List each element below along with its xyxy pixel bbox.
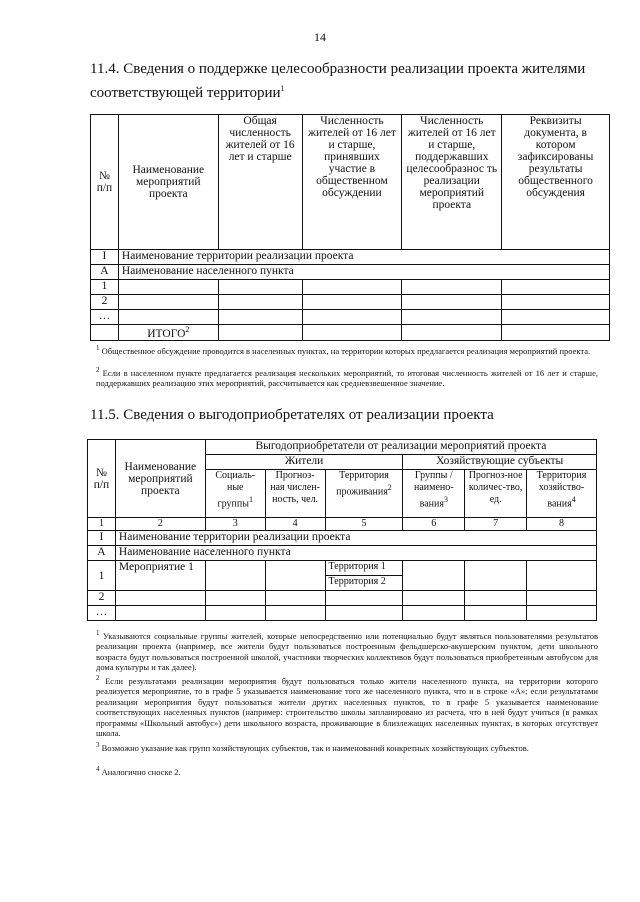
- header-residents: Жители: [205, 455, 403, 470]
- support-table: [90, 114, 610, 341]
- footnote-sup: 3: [96, 741, 100, 749]
- measure-row: [88, 561, 597, 576]
- row-num: I: [88, 531, 116, 546]
- table-row: [91, 310, 610, 325]
- table-row: [88, 591, 597, 606]
- header-forecast-residents: Прогноз-ная числен-ность, чел.: [265, 470, 325, 518]
- header-name: Наименование мероприятий проекта: [118, 115, 218, 250]
- column-numbers-row: [88, 518, 597, 531]
- beneficiaries-table: [87, 439, 597, 621]
- header-sup: 2: [387, 483, 392, 492]
- footnote-text: Общественное обсуждение проводится в населенных пунктах, на территории которых предлагается реализация мероприятий проекта.: [99, 345, 591, 356]
- measure-label: Мероприятие 1: [115, 561, 205, 591]
- footnote-text: Указываются социальные группы жителей, которые непосредственно или потенциально будут являться пользователями результатов реализации проекта (например, все жители будут пользоваться построенным фельдшерско-акушерским пунктом, дети школьного возраста будут пользоваться построенной школой, участники творческих коллективов будут пользоваться приобретенным автобусом для дома культуры и так далее).: [96, 630, 598, 673]
- header-requisites: Реквизиты документа, в котором зафиксированы результаты общественного обсуждения: [502, 115, 610, 250]
- page-number: 14: [314, 30, 326, 44]
- header-total: Общая численность жителей от 16 лет и старше: [218, 115, 302, 250]
- section-11-4-title-text: 11.4. Сведения о поддержке целесообразности реализации проекта жителями соответствующей территории: [90, 61, 586, 101]
- table-row: [88, 546, 597, 561]
- col-number: 1: [88, 518, 116, 531]
- header-groups-names: [403, 470, 465, 518]
- header-num: № п/п: [91, 115, 119, 250]
- section-11-4-title: [90, 60, 610, 103]
- footnote-text: Если результатами реализации мероприятия будут пользоваться только жители населенного пункта, на территории которого реализуется мероприятие, то в графе 5 указывается наименование того же населенного пункта, что и в строке «А»; если результатами реализации мероприятия будут пользоваться жители других населенных пунктов, то в графе 5 указывается наименование соответствующих населенных пунктов (например: строительство школы запланировано из расчета, что в ней будут учиться (в рамках программы «Школьный автобус») дети школьного возраста, проживающие в близлежащих населенных пунктах, в которых отсутствует школа.: [96, 675, 598, 739]
- header-participated: Численность жителей от 16 лет и старше, принявших участие в общественном обсуждении: [302, 115, 402, 250]
- row-num: 1: [88, 561, 116, 591]
- row-num: 2: [88, 591, 116, 606]
- header-social-groups-text: Социаль-ные группы: [215, 470, 256, 510]
- header-num: № п/п: [88, 440, 116, 518]
- header-sup: 4: [571, 495, 576, 504]
- footnote-sup: 2: [96, 366, 100, 374]
- header-supporting: Численность жителей от 16 лет и старше, поддержавших целесообразнос ть реализации мероприятий проекта: [402, 115, 502, 250]
- footnote-1-1: [96, 343, 598, 356]
- row-num: I: [91, 250, 119, 265]
- col-number: 7: [465, 518, 527, 531]
- table-row: [88, 606, 597, 621]
- footnote-2-4: [96, 764, 598, 777]
- footnote-2-2: [96, 673, 598, 739]
- row-label: Наименование территории реализации проекта: [118, 250, 609, 265]
- header-groups-names-text: Группы / наимено-вания: [414, 470, 454, 510]
- footnote-2-3: [96, 740, 598, 753]
- col-number: 6: [403, 518, 465, 531]
- footnote-1-2: [96, 365, 598, 389]
- table-row: [91, 265, 610, 280]
- col-number: 3: [205, 518, 265, 531]
- row-num: 2: [91, 295, 119, 310]
- row-label: Наименование территории реализации проекта: [115, 531, 596, 546]
- footnote-text: Если в населенном пункте предлагается реализация нескольких мероприятий, то итоговая численность жителей от 16 лет и старше, поддержавших реализацию этих мероприятий, рассчитывается как средневзвешенное значение.: [96, 367, 598, 389]
- header-sup: 3: [443, 495, 448, 504]
- row-label: Наименование населенного пункта: [118, 265, 609, 280]
- header-sup: 1: [248, 495, 253, 504]
- footnote-2-1: [96, 628, 598, 673]
- footnote-sup: 2: [96, 674, 100, 682]
- row-num: …: [91, 310, 119, 325]
- row-num: А: [88, 546, 116, 561]
- total-label-sup: 2: [185, 325, 190, 334]
- row-num: …: [88, 606, 116, 621]
- table-row: [91, 295, 610, 310]
- header-name: Наименование мероприятий проекта: [115, 440, 205, 518]
- territory-1: Территория 1: [325, 561, 403, 576]
- section-11-4-title-sup: 1: [280, 84, 285, 93]
- header-forecast-count: Прогноз-ное количес-тво, ед.: [465, 470, 527, 518]
- territory-2: Территория 2: [325, 576, 403, 591]
- total-row: [91, 325, 610, 341]
- row-num: 1: [91, 280, 119, 295]
- total-label: [118, 325, 218, 341]
- header-beneficiaries: Выгодоприобретатели от реализации мероприятий проекта: [205, 440, 596, 455]
- footnote-sup: 4: [96, 765, 100, 773]
- header-territory-business: [527, 470, 597, 518]
- col-number: 5: [325, 518, 403, 531]
- footnote-text: Возможно указание как групп хозяйствующих субъектов, так и наименований конкретных хозяйствующих субъектов.: [99, 742, 529, 753]
- header-social-groups: [205, 470, 265, 518]
- row-label: Наименование населенного пункта: [115, 546, 596, 561]
- header-territory-business-text: Территория хозяйство-вания: [536, 470, 587, 510]
- row-num: А: [91, 265, 119, 280]
- header-entities: Хозяйствующие субъекты: [403, 455, 597, 470]
- table-row: [91, 280, 610, 295]
- col-number: 4: [265, 518, 325, 531]
- col-number: 2: [115, 518, 205, 531]
- footnote-text: Аналогично сноске 2.: [99, 766, 181, 777]
- table-row: [88, 531, 597, 546]
- col-number: 8: [527, 518, 597, 531]
- section-11-5-title: 11.5. Сведения о выгодоприобретателях от реализации проекта: [90, 407, 494, 423]
- total-label-text: ИТОГО: [147, 327, 186, 340]
- footnote-sup: 1: [96, 344, 100, 352]
- footnote-sup: 1: [96, 629, 100, 637]
- table-row: [91, 250, 610, 265]
- header-territory-residence: [325, 470, 403, 518]
- header-territory-residence-text: Территория проживания: [336, 470, 389, 498]
